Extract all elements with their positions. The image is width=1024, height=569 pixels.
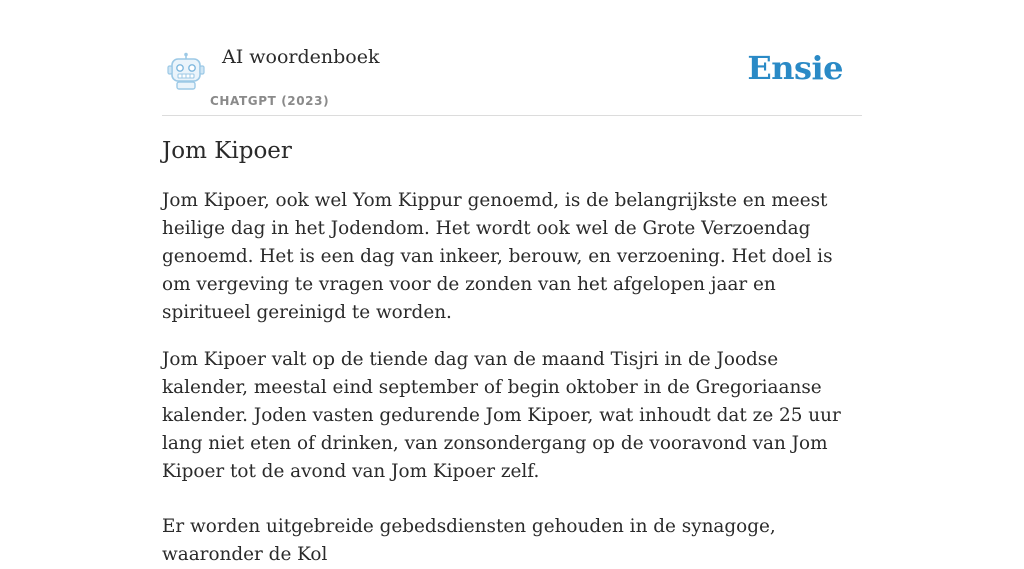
source-header [162, 38, 862, 116]
source-meta: CHATGPT (2023) [210, 94, 330, 108]
source-name: AI woordenboek [222, 46, 380, 68]
robot-icon [166, 52, 206, 90]
brand-logo[interactable]: Ensie [747, 49, 843, 87]
entry-title: Jom Kipoer [162, 138, 292, 164]
entry-paragraph: Jom Kipoer valt op de tiende dag van de maand Tisjri in de Joodse kalender, meestal eind september of begin oktober in de Gregoriaanse kalender. Joden vasten gedurende Jom Kipoer, wat inhoudt dat ze 25 uur lang niet eten of drinken, van zonsondergang op de vooravond van Jom Kipoer tot de avond van Jom Kipoer zelf. [162, 349, 841, 482]
entry-paragraph: Jom Kipoer, ook wel Yom Kippur genoemd, is de belangrijkste en meest heilige dag in het Jodendom. Het wordt ook wel de Grote Verzoendag genoemd. Het is een dag van inkeer, berouw, en verzoening. Het doel is om vergeving te vragen voor de zonden van het afgelopen jaar en spiritueel gereinigd te worden. [162, 190, 833, 323]
entry-paragraph: Er worden uitgebreide gebedsdiensten gehouden in de synagoge, waaronder de Kol [162, 516, 776, 565]
entry-content [162, 138, 862, 569]
